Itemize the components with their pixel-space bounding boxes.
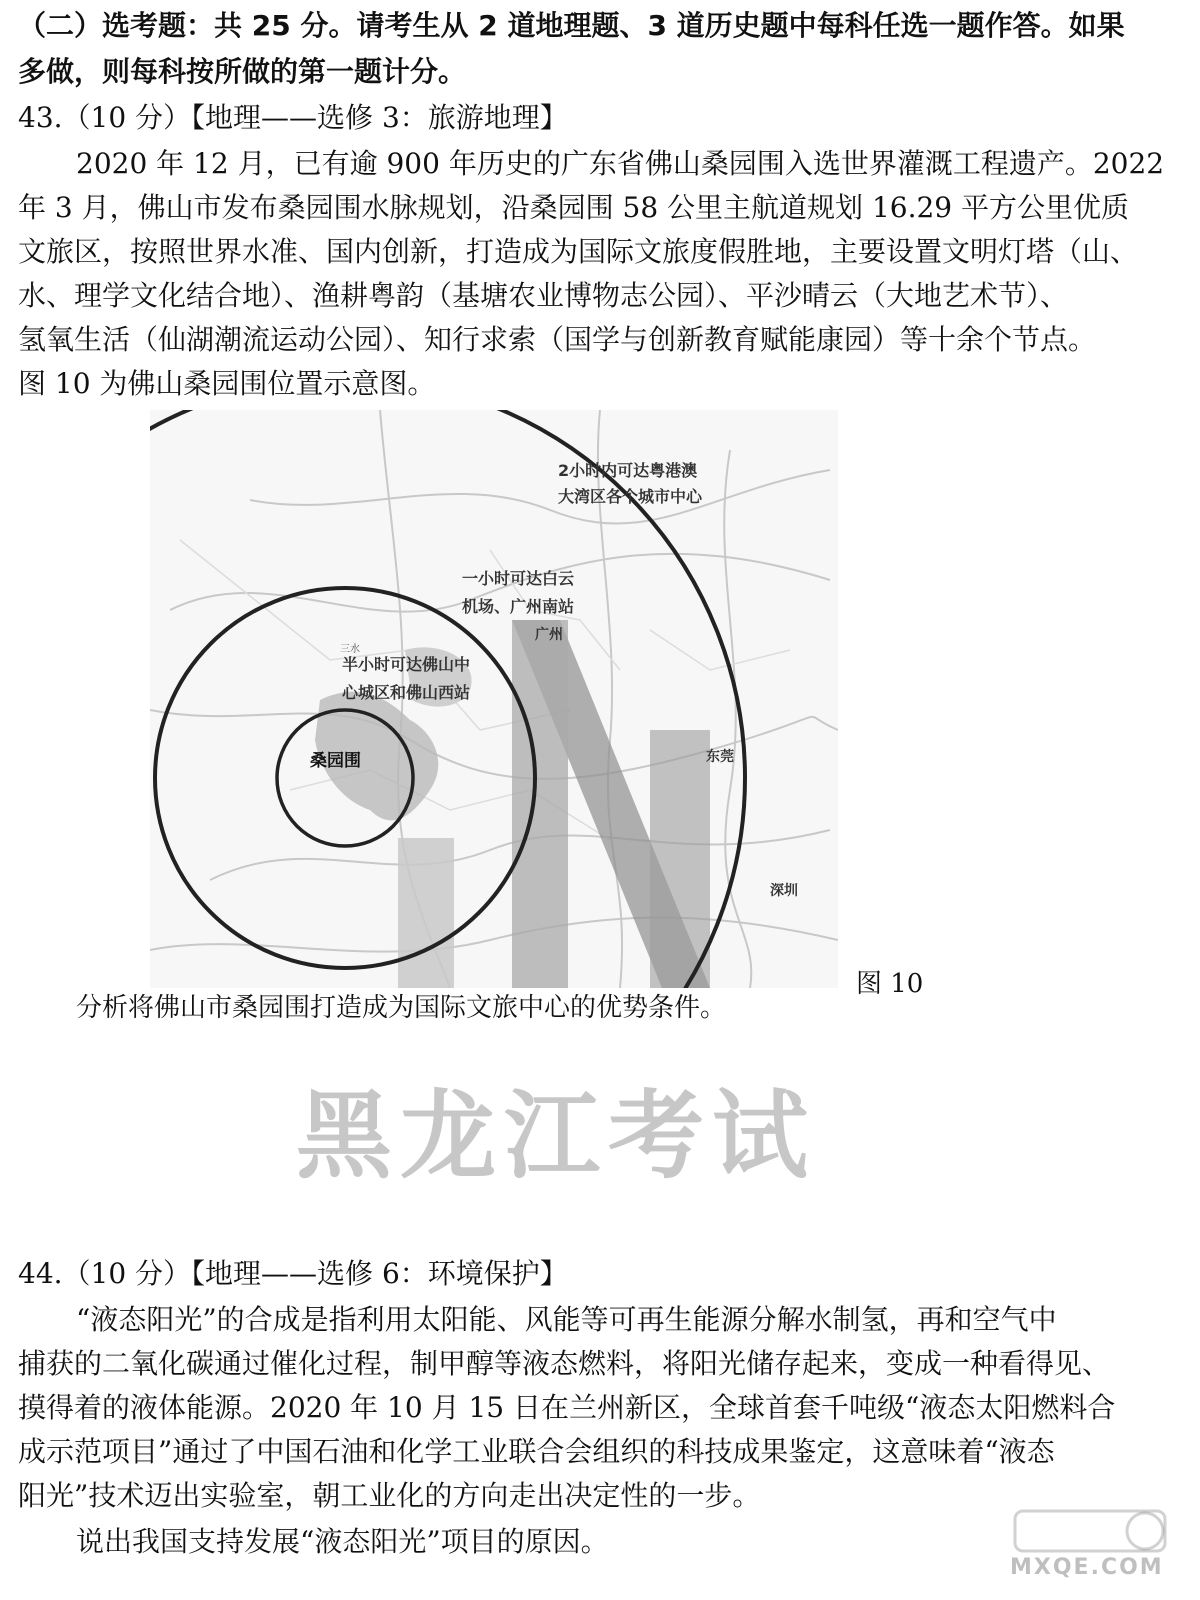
q43-question: 分析将佛山市桑园围打造成为国际文旅中心的优势条件。	[76, 993, 727, 1023]
q43-header: 43.（10 分）【地理——选修 3：旅游地理】	[18, 101, 568, 134]
figure-caption: 图 10	[856, 969, 924, 999]
section-header-line1: （二）选考题：共 25 分。请考生从 2 道地理题、3 道历史题中每科任选一题作答。如果	[18, 9, 1125, 42]
q43-paragraph-line1: 2020 年 12 月，已有逾 900 年历史的广东省佛山桑园围入选世界灌溉工程遗产。2022	[76, 147, 1165, 180]
q43-paragraph-line3: 文旅区，按照世界水准、国内创新，打造成为国际文旅度假胜地，主要设置文明灯塔（山、	[18, 235, 1139, 268]
location-map	[150, 410, 838, 988]
map-city-sanshui: 三水	[340, 644, 360, 655]
q44-paragraph-line1: “液态阳光”的合成是指利用太阳能、风能等可再生能源分解水制氢，再和空气中	[76, 1303, 1057, 1336]
q44-paragraph-line5: 阳光”技术迈出实验室，朝工业化的方向走出决定性的一步。	[18, 1479, 761, 1512]
map-label-1h-line2: 机场、广州南站	[462, 597, 575, 616]
corner-watermark-text: MXQE.COM	[1010, 1555, 1164, 1580]
q44-question: 说出我国支持发展“液态阳光”项目的原因。	[76, 1525, 609, 1558]
map-label-1h-line1: 一小时可达白云	[462, 569, 575, 588]
map-center-label: 桑园围	[310, 751, 361, 771]
q44-paragraph-line3: 摸得着的液体能源。2020 年 10 月 15 日在兰州新区，全球首套千吨级“液态太阳燃料合	[18, 1391, 1116, 1424]
q43-paragraph-line2: 年 3 月，佛山市发布桑园围水脉规划，沿桑园围 58 公里主航道规划 16.29 平方公里优质	[18, 191, 1130, 224]
map-city-shenzhen: 深圳	[770, 883, 798, 899]
map-label-half-line2: 心城区和佛山西站	[342, 683, 471, 702]
map-city-dongguan: 东莞	[706, 749, 734, 765]
q43-paragraph-line6: 图 10 为佛山桑园围位置示意图。	[18, 367, 436, 400]
q44-paragraph-line2: 捕获的二氧化碳通过催化过程，制甲醇等液态燃料，将阳光储存起来，变成一种看得见、	[18, 1347, 1111, 1380]
map-label-2h-line1: 2小时内可达粤港澳	[558, 461, 698, 480]
map-city-guangzhou: 广州	[535, 627, 563, 643]
map-label-half-line1: 半小时可达佛山中	[342, 655, 471, 674]
q44-paragraph-line4: 成示范项目”通过了中国石油和化学工业联合会组织的科技成果鉴定，这意味着“液态	[18, 1435, 1055, 1468]
section-header-line2: 多做，则每科按所做的第一题计分。	[18, 55, 467, 88]
q43-paragraph-line4: 水、理学文化结合地）、渔耕粤韵（基塘农业博物志公园）、平沙晴云（大地艺术节）、	[18, 279, 1069, 312]
watermark-text: 黑龙江考试	[296, 1079, 816, 1192]
map-label-2h-line2: 大湾区各个城市中心	[558, 487, 703, 506]
map-graphic	[150, 410, 838, 988]
q44-header: 44.（10 分）【地理——选修 6：环境保护】	[18, 1257, 568, 1290]
q43-paragraph-line5: 氢氧生活（仙湖潮流运动公园）、知行求索（国学与创新教育赋能康园）等十余个节点。	[18, 323, 1097, 356]
